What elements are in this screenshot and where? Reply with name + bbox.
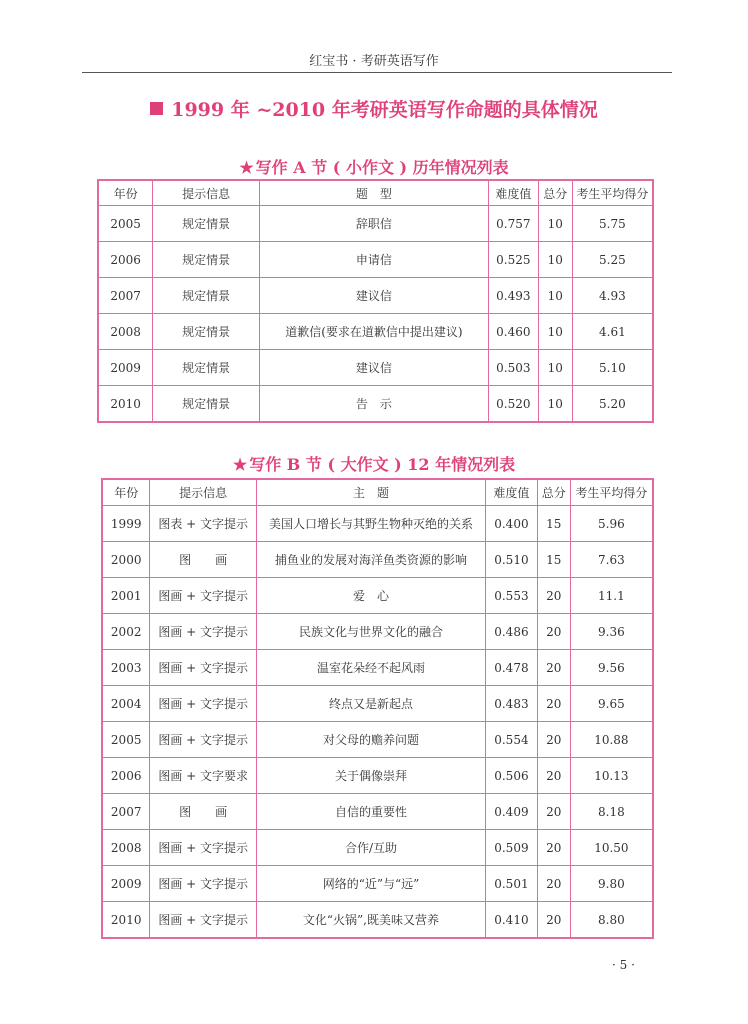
cell-difficulty: 0.509 (485, 830, 537, 866)
cell-topic: 告 示 (259, 386, 488, 423)
cell-prompt: 图画 + 文字提示 (150, 686, 257, 722)
cell-average: 4.61 (572, 314, 653, 350)
cell-year: 2007 (102, 794, 150, 830)
star-icon: ★ (232, 455, 248, 474)
cell-topic: 道歉信(要求在道歉信中提出建议) (259, 314, 488, 350)
cell-topic: 温室花朵经不起风雨 (256, 650, 485, 686)
cell-difficulty: 0.400 (485, 506, 537, 542)
cell-year: 2003 (102, 650, 150, 686)
cell-average: 10.50 (570, 830, 653, 866)
cell-prompt: 图画 + 文字提示 (150, 866, 257, 902)
table-row (98, 278, 653, 314)
cell-topic: 美国人口增长与其野生物种灭绝的关系 (256, 506, 485, 542)
cell-total: 20 (537, 794, 570, 830)
table-row (98, 314, 653, 350)
cell-topic: 对父母的赡养问题 (256, 722, 485, 758)
column-header-year: 年份 (98, 180, 153, 206)
cell-prompt: 图 画 (150, 794, 257, 830)
section-a-title (0, 155, 748, 178)
cell-year: 2010 (98, 386, 153, 423)
cell-prompt: 图表 + 文字提示 (150, 506, 257, 542)
cell-average: 9.65 (570, 686, 653, 722)
cell-average: 9.56 (570, 650, 653, 686)
cell-difficulty: 0.460 (488, 314, 538, 350)
cell-difficulty: 0.493 (488, 278, 538, 314)
cell-prompt: 图画 + 文字提示 (150, 650, 257, 686)
cell-topic: 自信的重要性 (256, 794, 485, 830)
column-header-prompt: 提示信息 (150, 479, 257, 506)
section-b-table (101, 478, 654, 939)
cell-total: 20 (537, 650, 570, 686)
cell-average: 5.75 (572, 206, 653, 242)
section-b-title-text: 写作 B 节 ( 大作文 ) 12 年情况列表 (249, 455, 516, 474)
table-row (102, 614, 653, 650)
column-header-total: 总分 (538, 180, 572, 206)
cell-difficulty: 0.478 (485, 650, 537, 686)
cell-prompt: 规定情景 (153, 350, 260, 386)
star-icon: ★ (239, 158, 254, 177)
cell-difficulty: 0.483 (485, 686, 537, 722)
cell-topic: 文化“火锅”,既美味又营养 (256, 902, 485, 939)
cell-topic: 网络的“近”与“远” (256, 866, 485, 902)
cell-topic: 建议信 (259, 278, 488, 314)
cell-average: 11.1 (570, 578, 653, 614)
cell-year: 2001 (102, 578, 150, 614)
square-icon (150, 102, 163, 115)
column-header-average: 考生平均得分 (572, 180, 653, 206)
section-a-title-text: 写作 A 节 ( 小作文 ) 历年情况列表 (255, 158, 509, 177)
cell-year: 2008 (102, 830, 150, 866)
table-row (102, 506, 653, 542)
cell-year: 2010 (102, 902, 150, 939)
cell-total: 20 (537, 866, 570, 902)
cell-prompt: 规定情景 (153, 242, 260, 278)
column-header-prompt: 提示信息 (153, 180, 260, 206)
cell-topic: 合作/互助 (256, 830, 485, 866)
cell-prompt: 图 画 (150, 542, 257, 578)
cell-total: 20 (537, 614, 570, 650)
cell-difficulty: 0.486 (485, 614, 537, 650)
cell-total: 15 (537, 542, 570, 578)
cell-average: 10.13 (570, 758, 653, 794)
column-header-average: 考生平均得分 (570, 479, 653, 506)
cell-average: 5.25 (572, 242, 653, 278)
cell-year: 2008 (98, 314, 153, 350)
cell-average: 9.36 (570, 614, 653, 650)
cell-prompt: 规定情景 (153, 278, 260, 314)
cell-total: 20 (537, 578, 570, 614)
cell-prompt: 规定情景 (153, 314, 260, 350)
table-row (102, 578, 653, 614)
cell-prompt: 图画 + 文字提示 (150, 614, 257, 650)
cell-total: 10 (538, 314, 572, 350)
cell-total: 15 (537, 506, 570, 542)
cell-year: 1999 (102, 506, 150, 542)
cell-average: 5.96 (570, 506, 653, 542)
cell-difficulty: 0.501 (485, 866, 537, 902)
running-header: 红宝书 · 考研英语写作 (309, 54, 439, 69)
cell-difficulty: 0.525 (488, 242, 538, 278)
cell-difficulty: 0.510 (485, 542, 537, 578)
cell-year: 2004 (102, 686, 150, 722)
cell-total: 20 (537, 758, 570, 794)
cell-average: 5.20 (572, 386, 653, 423)
table-row (102, 902, 653, 939)
cell-difficulty: 0.506 (485, 758, 537, 794)
page-number: · 5 · (612, 958, 635, 972)
cell-difficulty: 0.503 (488, 350, 538, 386)
cell-difficulty: 0.554 (485, 722, 537, 758)
cell-topic: 申请信 (259, 242, 488, 278)
cell-difficulty: 0.553 (485, 578, 537, 614)
table-header-row (98, 180, 653, 206)
table-row (102, 542, 653, 578)
section-a-table (97, 179, 654, 423)
cell-year: 2009 (102, 866, 150, 902)
cell-prompt: 图画 + 文字提示 (150, 722, 257, 758)
header-divider (82, 72, 672, 73)
cell-average: 5.10 (572, 350, 653, 386)
column-header-total: 总分 (537, 479, 570, 506)
column-header-type: 题 型 (259, 180, 488, 206)
cell-average: 8.80 (570, 902, 653, 939)
table-row (98, 386, 653, 423)
cell-year: 2002 (102, 614, 150, 650)
cell-topic: 终点又是新起点 (256, 686, 485, 722)
cell-prompt: 图画 + 文字要求 (150, 758, 257, 794)
table-header-row (102, 479, 653, 506)
cell-year: 2006 (98, 242, 153, 278)
cell-total: 10 (538, 242, 572, 278)
cell-average: 7.63 (570, 542, 653, 578)
cell-topic: 民族文化与世界文化的融合 (256, 614, 485, 650)
cell-difficulty: 0.520 (488, 386, 538, 423)
column-header-difficulty: 难度值 (485, 479, 537, 506)
cell-year: 2005 (98, 206, 153, 242)
cell-average: 4.93 (572, 278, 653, 314)
cell-year: 2009 (98, 350, 153, 386)
cell-total: 10 (538, 206, 572, 242)
cell-difficulty: 0.757 (488, 206, 538, 242)
cell-average: 10.88 (570, 722, 653, 758)
table-row (98, 242, 653, 278)
cell-year: 2006 (102, 758, 150, 794)
cell-topic: 建议信 (259, 350, 488, 386)
cell-total: 20 (537, 686, 570, 722)
cell-total: 20 (537, 722, 570, 758)
column-header-year: 年份 (102, 479, 150, 506)
cell-total: 20 (537, 902, 570, 939)
cell-topic: 捕鱼业的发展对海洋鱼类资源的影响 (256, 542, 485, 578)
page-title-text: 1999 年 ~2010 年考研英语写作命题的具体情况 (171, 99, 598, 121)
table-row (102, 686, 653, 722)
cell-total: 20 (537, 830, 570, 866)
cell-year: 2005 (102, 722, 150, 758)
cell-difficulty: 0.410 (485, 902, 537, 939)
cell-year: 2007 (98, 278, 153, 314)
cell-topic: 爱 心 (256, 578, 485, 614)
cell-average: 9.80 (570, 866, 653, 902)
cell-total: 10 (538, 350, 572, 386)
section-b-title (0, 452, 748, 475)
cell-average: 8.18 (570, 794, 653, 830)
cell-topic: 关于偶像崇拜 (256, 758, 485, 794)
cell-year: 2000 (102, 542, 150, 578)
table-row (98, 206, 653, 242)
cell-prompt: 图画 + 文字提示 (150, 578, 257, 614)
cell-total: 10 (538, 386, 572, 423)
cell-difficulty: 0.409 (485, 794, 537, 830)
table-row (98, 350, 653, 386)
table-row (102, 650, 653, 686)
cell-prompt: 图画 + 文字提示 (150, 902, 257, 939)
cell-total: 10 (538, 278, 572, 314)
cell-prompt: 规定情景 (153, 386, 260, 423)
column-header-theme: 主 题 (256, 479, 485, 506)
table-row (102, 758, 653, 794)
cell-prompt: 规定情景 (153, 206, 260, 242)
table-row (102, 794, 653, 830)
table-row (102, 866, 653, 902)
page-title (0, 95, 748, 122)
table-row (102, 722, 653, 758)
column-header-difficulty: 难度值 (488, 180, 538, 206)
cell-topic: 辞职信 (259, 206, 488, 242)
table-row (102, 830, 653, 866)
cell-prompt: 图画 + 文字提示 (150, 830, 257, 866)
